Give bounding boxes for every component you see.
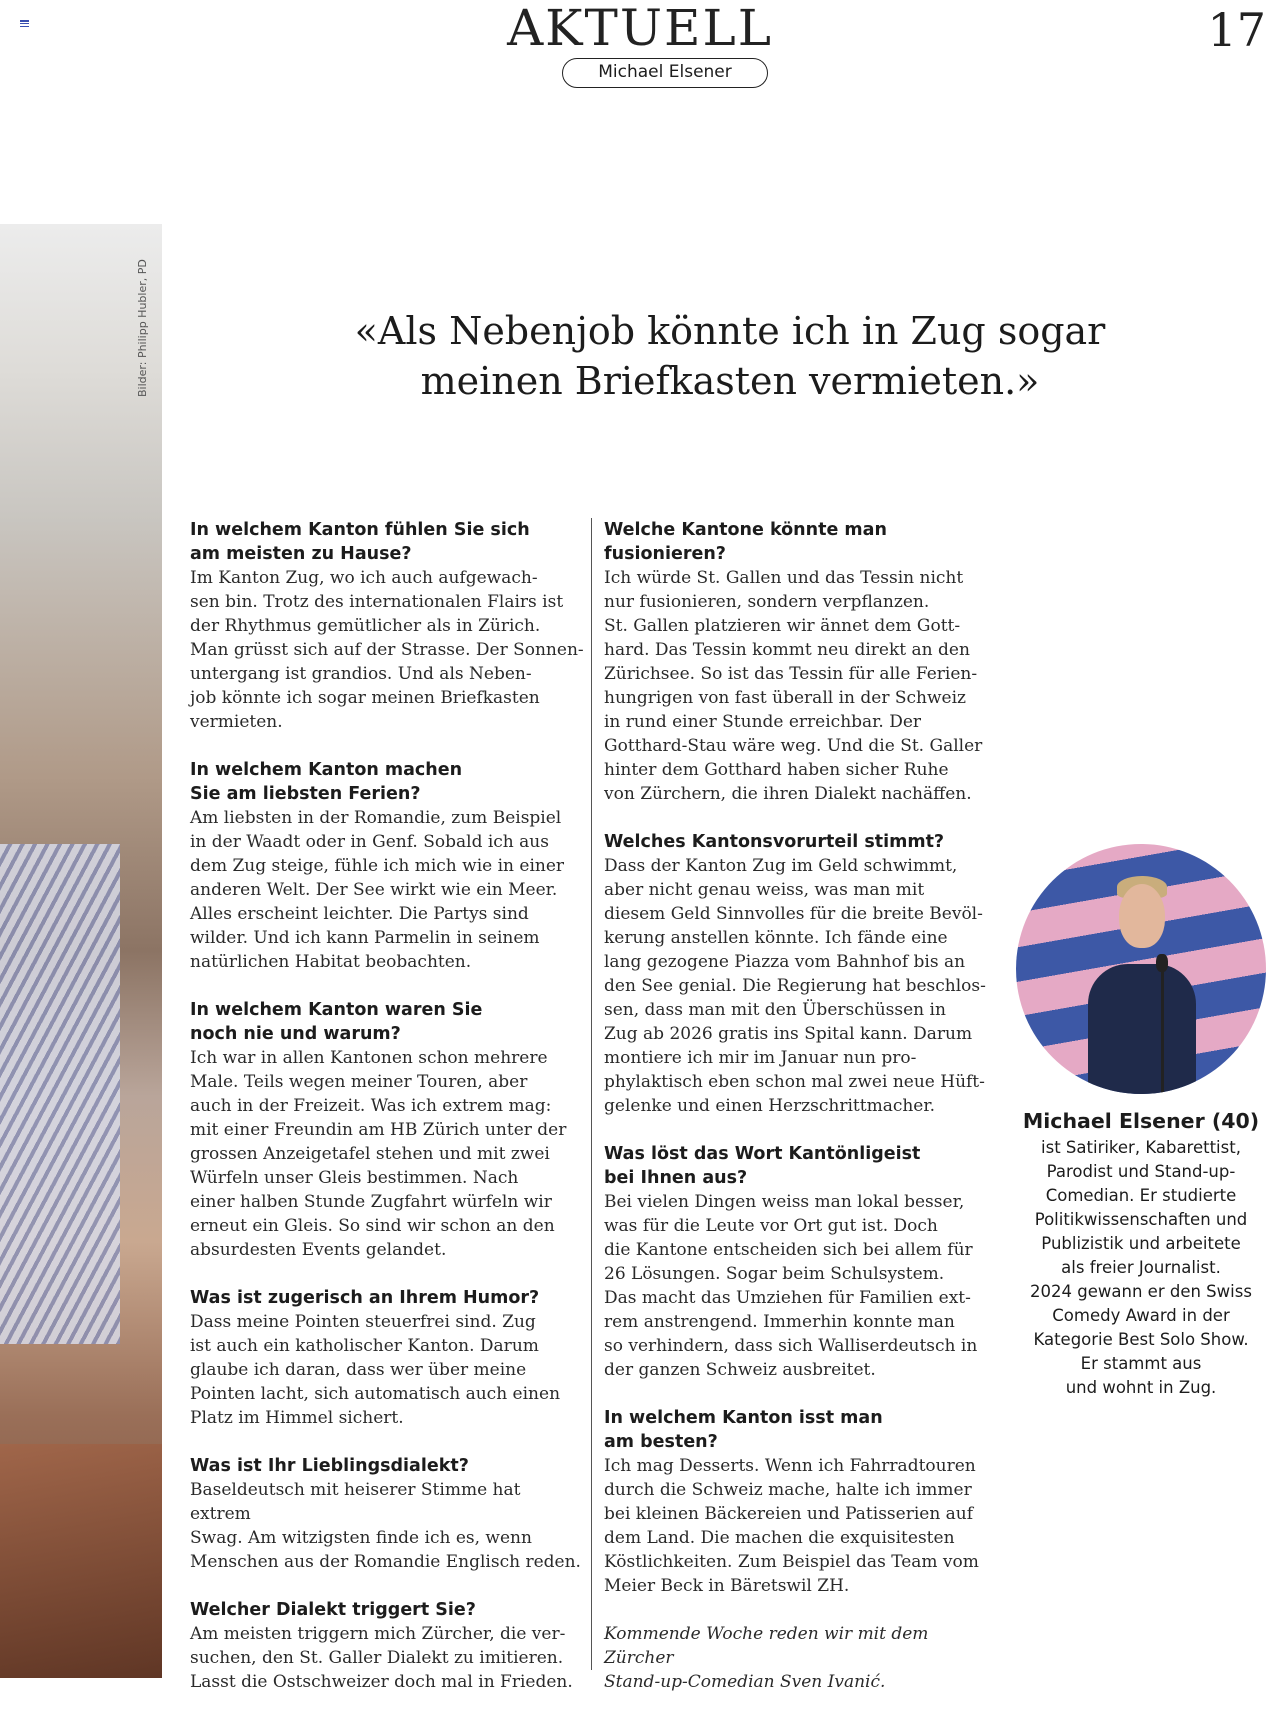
question bbox=[190, 998, 585, 1046]
answer-line: Menschen aus der Romandie Englisch reden. bbox=[190, 1552, 581, 1572]
answer-line: suchen, den St. Galler Dialekt zu imitieren. bbox=[190, 1648, 564, 1668]
answer-line: auch in der Freizeit. Was ich extrem mag: bbox=[190, 1096, 552, 1116]
answer-line: lang gezogene Piazza vom Bahnhof bis an bbox=[604, 952, 966, 972]
answer-line: Lasst die Ostschweizer doch mal in Frieden. bbox=[190, 1672, 573, 1692]
answer-line: ist auch ein katholischer Kanton. Darum bbox=[190, 1336, 539, 1356]
answer-line: aber nicht genau weiss, was man mit bbox=[604, 880, 925, 900]
answer-line: Baseldeutsch mit heiserer Stimme hat extrem bbox=[190, 1480, 521, 1524]
answer bbox=[190, 1622, 585, 1694]
pull-quote bbox=[300, 306, 1160, 406]
answer-line: Swag. Am witzigsten finde ich es, wenn bbox=[190, 1528, 532, 1548]
striped-shirt bbox=[0, 844, 120, 1344]
question bbox=[190, 518, 585, 566]
qa-block bbox=[190, 998, 585, 1262]
question-line: Was ist Ihr Lieblingsdialekt? bbox=[190, 1456, 469, 1476]
question-line: Welche Kantone könnte man bbox=[604, 520, 887, 540]
answer-line: erneut ein Gleis. So sind wir schon an den bbox=[190, 1216, 555, 1236]
answer-line: Alles erscheint leichter. Die Partys sind bbox=[190, 904, 529, 924]
question bbox=[190, 1454, 585, 1478]
answer-line: Am liebsten in der Romandie, zum Beispiel bbox=[190, 808, 562, 828]
answer bbox=[604, 1190, 999, 1382]
answer-line: dem Land. Die machen die exquisitesten bbox=[604, 1528, 955, 1548]
answer-line: in rund einer Stunde erreichbar. Der bbox=[604, 712, 922, 732]
answer-line: sen bin. Trotz des internationalen Flairs ist bbox=[190, 592, 564, 612]
bio-box bbox=[1006, 1106, 1276, 1400]
answer-line: so verhindern, dass sich Walliserdeutsch in bbox=[604, 1336, 978, 1356]
question bbox=[190, 758, 585, 806]
bio-line: Er stammt aus bbox=[1080, 1354, 1202, 1373]
answer-line: durch die Schweiz mache, halte ich immer bbox=[604, 1480, 972, 1500]
portrait-suit bbox=[1088, 964, 1196, 1094]
answer-line: Platz im Himmel sichert. bbox=[190, 1408, 404, 1428]
photo-credit bbox=[136, 252, 152, 402]
bio-line: Comedian. Er studierte bbox=[1045, 1186, 1237, 1205]
answer-line: die Kantone entscheiden sich bei allem für bbox=[604, 1240, 973, 1260]
side-photo bbox=[0, 224, 162, 1678]
answer-line: Am meisten triggern mich Zürcher, die ver- bbox=[190, 1624, 566, 1644]
answer-line: Male. Teils wegen meiner Touren, aber bbox=[190, 1072, 528, 1092]
answer bbox=[190, 566, 585, 734]
question-line: Welcher Dialekt triggert Sie? bbox=[190, 1600, 476, 1620]
answer-line: Zug ab 2026 gratis ins Spital kann. Darum bbox=[604, 1024, 973, 1044]
bio-line: als freier Journalist. bbox=[1061, 1258, 1221, 1277]
wooden-table bbox=[0, 1444, 162, 1678]
answer-line: Dass meine Pointen steuerfrei sind. Zug bbox=[190, 1312, 536, 1332]
outro-line: Kommende Woche reden wir mit dem Zürcher bbox=[604, 1624, 929, 1668]
pull-quote-line: «Als Nebenjob könnte ich in Zug sogar bbox=[354, 309, 1106, 353]
answer-line: Gotthard-Stau wäre weg. Und die St. Galler bbox=[604, 736, 983, 756]
answer-line: dem Zug steige, fühle ich mich wie in einer bbox=[190, 856, 565, 876]
outro-line: Stand-up-Comedian Sven Ivanić. bbox=[604, 1672, 886, 1692]
qa-block bbox=[190, 758, 585, 974]
qa-block bbox=[604, 518, 999, 806]
question-line: Was ist zugerisch an Ihrem Humor? bbox=[190, 1288, 540, 1308]
section-title: AKTUELL bbox=[507, 0, 773, 57]
answer-line: Würfeln unser Gleis bestimmen. Nach bbox=[190, 1168, 519, 1188]
bio-text bbox=[1006, 1136, 1276, 1400]
bio-line: Parodist und Stand-up- bbox=[1046, 1162, 1236, 1181]
question-line: In welchem Kanton fühlen Sie sich bbox=[190, 520, 530, 540]
answer-line: Pointen lacht, sich automatisch auch einen bbox=[190, 1384, 561, 1404]
answer-line: 26 Lösungen. Sogar beim Schulsystem. bbox=[604, 1264, 945, 1284]
answer-line: phylaktisch eben schon mal zwei neue Hüft- bbox=[604, 1072, 985, 1092]
question-line: am besten? bbox=[604, 1432, 718, 1452]
bio-line: und wohnt in Zug. bbox=[1065, 1378, 1217, 1397]
answer-line: St. Gallen platzieren wir ännet dem Gott- bbox=[604, 616, 961, 636]
answer-line: rem anstrengend. Immerhin konnte man bbox=[604, 1312, 955, 1332]
question bbox=[604, 1406, 999, 1454]
answer-line: diesem Geld Sinnvolles für die breite Bevöl- bbox=[604, 904, 983, 924]
answer-line: bei kleinen Bäckereien und Patisserien auf bbox=[604, 1504, 974, 1524]
bio-name: Michael Elsener (40) bbox=[1022, 1109, 1260, 1133]
answer-line: grossen Anzeigetafel stehen und mit zwei bbox=[190, 1144, 550, 1164]
portrait-head bbox=[1119, 884, 1165, 948]
outro-note bbox=[604, 1622, 999, 1694]
answer-line: Köstlichkeiten. Zum Beispiel das Team vom bbox=[604, 1552, 979, 1572]
answer-line: von Zürchern, die ihren Dialekt nachäffen. bbox=[604, 784, 972, 804]
answer-line: den See genial. Die Regierung hat beschlos- bbox=[604, 976, 986, 996]
bio-line: Publizistik und arbeitete bbox=[1041, 1234, 1241, 1253]
answer bbox=[190, 1478, 585, 1574]
answer-line: untergang ist grandios. Und als Neben- bbox=[190, 664, 532, 684]
question-line: fusionieren? bbox=[604, 544, 726, 564]
question-line: bei Ihnen aus? bbox=[604, 1168, 748, 1188]
question bbox=[604, 1142, 999, 1190]
answer-line: hinter dem Gotthard haben sicher Ruhe bbox=[604, 760, 949, 780]
interview-column-2 bbox=[604, 518, 999, 1694]
answer bbox=[190, 1046, 585, 1262]
question-line: Sie am liebsten Ferien? bbox=[190, 784, 421, 804]
question-line: noch nie und warum? bbox=[190, 1024, 401, 1044]
qa-block bbox=[190, 1598, 585, 1694]
question-line: In welchem Kanton machen bbox=[190, 760, 463, 780]
qa-block bbox=[604, 1406, 999, 1598]
bio-line: Kategorie Best Solo Show. bbox=[1033, 1330, 1249, 1349]
question-line: In welchem Kanton isst man bbox=[604, 1408, 883, 1428]
answer-line: natürlichen Habitat beobachten. bbox=[190, 952, 472, 972]
answer-line: Das macht das Umziehen für Familien ext- bbox=[604, 1288, 971, 1308]
answer bbox=[604, 566, 999, 806]
answer-line: Ich mag Desserts. Wenn ich Fahrradtouren bbox=[604, 1456, 976, 1476]
qa-block bbox=[190, 518, 585, 734]
answer-line: in der Waadt oder in Genf. Sobald ich aus bbox=[190, 832, 549, 852]
answer-line: Meier Beck in Bäretswil ZH. bbox=[604, 1576, 850, 1596]
answer-line: der ganzen Schweiz ausbreitet. bbox=[604, 1360, 876, 1380]
question-line: am meisten zu Hause? bbox=[190, 544, 412, 564]
question-line: Welches Kantonsvorurteil stimmt? bbox=[604, 832, 945, 852]
answer-line: Man grüsst sich auf der Strasse. Der Sonnen- bbox=[190, 640, 584, 660]
answer-line: Ich würde St. Gallen und das Tessin nicht bbox=[604, 568, 964, 588]
answer-line: Dass der Kanton Zug im Geld schwimmt, bbox=[604, 856, 958, 876]
microphone-stand bbox=[1161, 968, 1164, 1094]
answer bbox=[190, 1310, 585, 1430]
answer-line: der Rhythmus gemütlicher als in Zürich. bbox=[190, 616, 541, 636]
answer-line: sen, dass man mit den Überschüssen in bbox=[604, 1000, 946, 1020]
answer bbox=[604, 854, 999, 1118]
page-number: 17 bbox=[1207, 3, 1266, 57]
column-divider bbox=[591, 518, 592, 1670]
answer-line: mit einer Freundin am HB Zürich unter der bbox=[190, 1120, 567, 1140]
answer-line: hard. Das Tessin kommt neu direkt an den bbox=[604, 640, 970, 660]
answer-line: kerung anstellen könnte. Ich fände eine bbox=[604, 928, 948, 948]
qa-block bbox=[604, 1142, 999, 1382]
answer-line: montiere ich mir im Januar nun pro- bbox=[604, 1048, 917, 1068]
question bbox=[604, 830, 999, 854]
answer-line: job könnte ich sogar meinen Briefkasten bbox=[190, 688, 540, 708]
pull-quote-line: meinen Briefkasten vermieten.» bbox=[420, 359, 1040, 403]
answer-line: hungrigen von fast überall in der Schweiz bbox=[604, 688, 966, 708]
qa-block bbox=[190, 1286, 585, 1430]
question bbox=[190, 1598, 585, 1622]
answer-line: anderen Welt. Der See wirkt wie ein Meer. bbox=[190, 880, 558, 900]
answer-line: was für die Leute vor Ort gut ist. Doch bbox=[604, 1216, 938, 1236]
question bbox=[190, 1286, 585, 1310]
bio-line: ist Satiriker, Kabarettist, bbox=[1041, 1138, 1241, 1157]
bio-line: 2024 gewann er den Swiss bbox=[1030, 1282, 1252, 1301]
author-pill: Michael Elsener bbox=[562, 58, 768, 88]
photo-credit-text: Bilder: Philipp Hubler, PD bbox=[136, 259, 149, 397]
question bbox=[604, 518, 999, 566]
answer-line: Ich war in allen Kantonen schon mehrere bbox=[190, 1048, 548, 1068]
answer-line: einer halben Stunde Zugfahrt würfeln wir bbox=[190, 1192, 552, 1212]
answer-line: Zürichsee. So ist das Tessin für alle Ferien- bbox=[604, 664, 978, 684]
answer-line: nur fusionieren, sondern verpflanzen. bbox=[604, 592, 930, 612]
answer bbox=[190, 806, 585, 974]
answer-line: Bei vielen Dingen weiss man lokal besser, bbox=[604, 1192, 965, 1212]
answer bbox=[604, 1454, 999, 1598]
answer-line: absurdesten Events gelandet. bbox=[190, 1240, 447, 1260]
qa-block bbox=[190, 1454, 585, 1574]
question-line: In welchem Kanton waren Sie bbox=[190, 1000, 483, 1020]
qa-block bbox=[604, 830, 999, 1118]
microphone-icon bbox=[1156, 954, 1168, 972]
bio-line: Comedy Award in der bbox=[1052, 1306, 1230, 1325]
answer-line: Im Kanton Zug, wo ich auch aufgewach- bbox=[190, 568, 538, 588]
answer-line: wilder. Und ich kann Parmelin in seinem bbox=[190, 928, 540, 948]
interview-column-1 bbox=[190, 518, 585, 1718]
portrait-photo bbox=[1016, 844, 1266, 1094]
answer-line: vermieten. bbox=[190, 712, 283, 732]
answer-line: gelenke und einen Herzschrittmacher. bbox=[604, 1096, 936, 1116]
bio-line: Politikwissenschaften und bbox=[1034, 1210, 1248, 1229]
question-line: Was löst das Wort Kantönligeist bbox=[604, 1144, 921, 1164]
answer-line: glaube ich daran, dass wer über meine bbox=[190, 1360, 527, 1380]
